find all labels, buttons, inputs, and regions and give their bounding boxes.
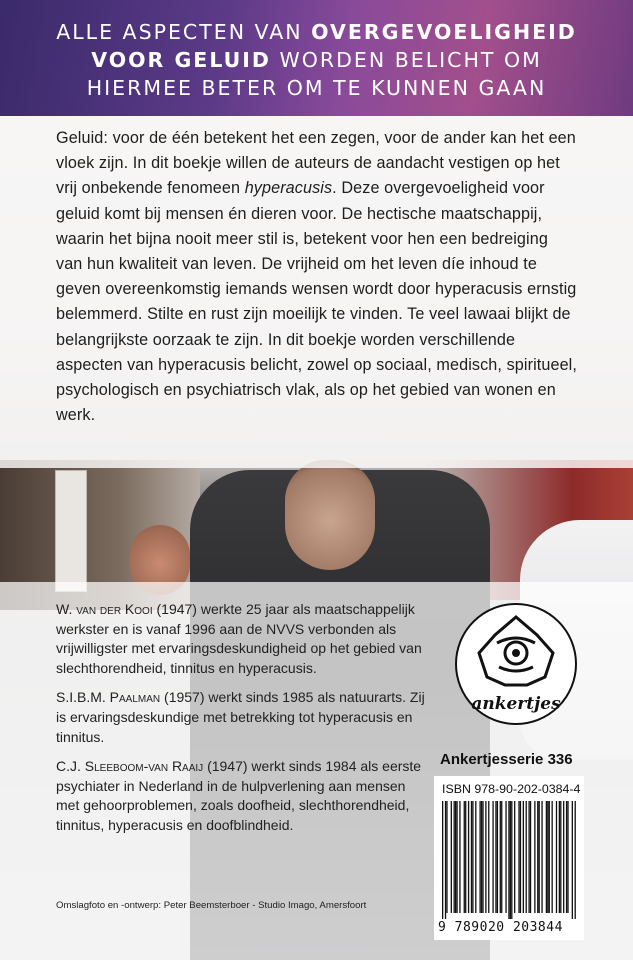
header-text (0, 18, 633, 102)
header-line2-plain: WORDEN BELICHT OM (270, 48, 542, 72)
header-line1-plain: ALLE ASPECTEN VAN (56, 20, 312, 44)
logo-text: ankertjes (471, 694, 561, 714)
header-banner (0, 0, 633, 116)
author-name: C.J. Sleeboom-van Raaij (56, 758, 204, 775)
header-line1-bold: OVERGEVOELIGHEID (311, 20, 577, 44)
blurb-term: hyperacusis (244, 179, 333, 198)
header-line3: HIERMEE BETER OM TE KUNNEN GAAN (86, 76, 547, 100)
author-name: W. van der Kooi (56, 601, 153, 617)
author-bios (56, 600, 426, 846)
background-pole (55, 470, 87, 592)
logo-emblem-icon (457, 605, 575, 723)
blurb-part2: . Deze overgevoeligheid voor geluid komt bij mensen én dieren voor. De hectische maatschappij, waarin het bijna nooit meer stil is, betekent voor hen een bedreiging van hun kwaliteit van leven. De vrijheid om het leven díe inhoud te geven overeenkomstig iemands wensen wordt door hyperacusis ernstig belemmerd. Stilte en rust zijn moeilijk te vinden. Te veel lawaai blijkt de belangrijkste oorzaak te zijn. In dit boekje worden verschillende aspecten van hyperacusis belicht, zowel op sociaal, medisch, spiritueel, psychologisch en psychiatrisch vlak, als op het gebied van wonen en werk. (56, 179, 577, 425)
series-label: Ankertjesserie 336 (440, 751, 573, 768)
author-name: S.I.B.M. Paalman (56, 689, 161, 706)
barcode-box (434, 776, 584, 940)
header-line2-bold: VOOR GELUID (91, 48, 271, 72)
woman-head (285, 460, 375, 570)
blurb-part1: Geluid: voor de één betekent het een zegen, voor de ander kan het een vloek zijn. In dit boekje willen de auteurs de aandacht vestigen op het vrij onbekende fenomeen (56, 129, 576, 198)
blurb-text (56, 126, 578, 428)
bio-paalman (56, 688, 426, 747)
author-text: (1957) werkt sinds 1985 als natuurarts. Zij is ervaringsdeskundige met betrekking tot hyperacusis en tinnitus. (56, 689, 425, 745)
ankertjes-logo (455, 603, 577, 725)
bio-kooi (56, 600, 426, 678)
barcode-number: 9 789020 203844 (438, 920, 563, 935)
author-text: (1947) werkte 25 jaar als maatschappelijk werkster en is vanaf 1996 aan de NVVS verbonden als vrijwilligster met ervaringsdeskundigheid op het gebied van slechthorendheid, tinnitus en hyperacusis. (56, 601, 422, 676)
isbn-text: ISBN 978-90-202-0384-4 (442, 782, 581, 796)
author-text: (1947) werkt sinds 1984 als eerste psychiater in Nederland in de hulpverlening aan mensen met gehoorproblemen, zoals doofheid, slechthorendheid, tinnitus, hyperacusis en doofblindheid. (56, 758, 422, 833)
bio-sleeboom (56, 757, 426, 835)
cover-credits: Omslagfoto en -ontwerp: Peter Beemsterboer - Studio Imago, Amersfoort (56, 900, 367, 911)
barcode-icon (442, 801, 576, 919)
